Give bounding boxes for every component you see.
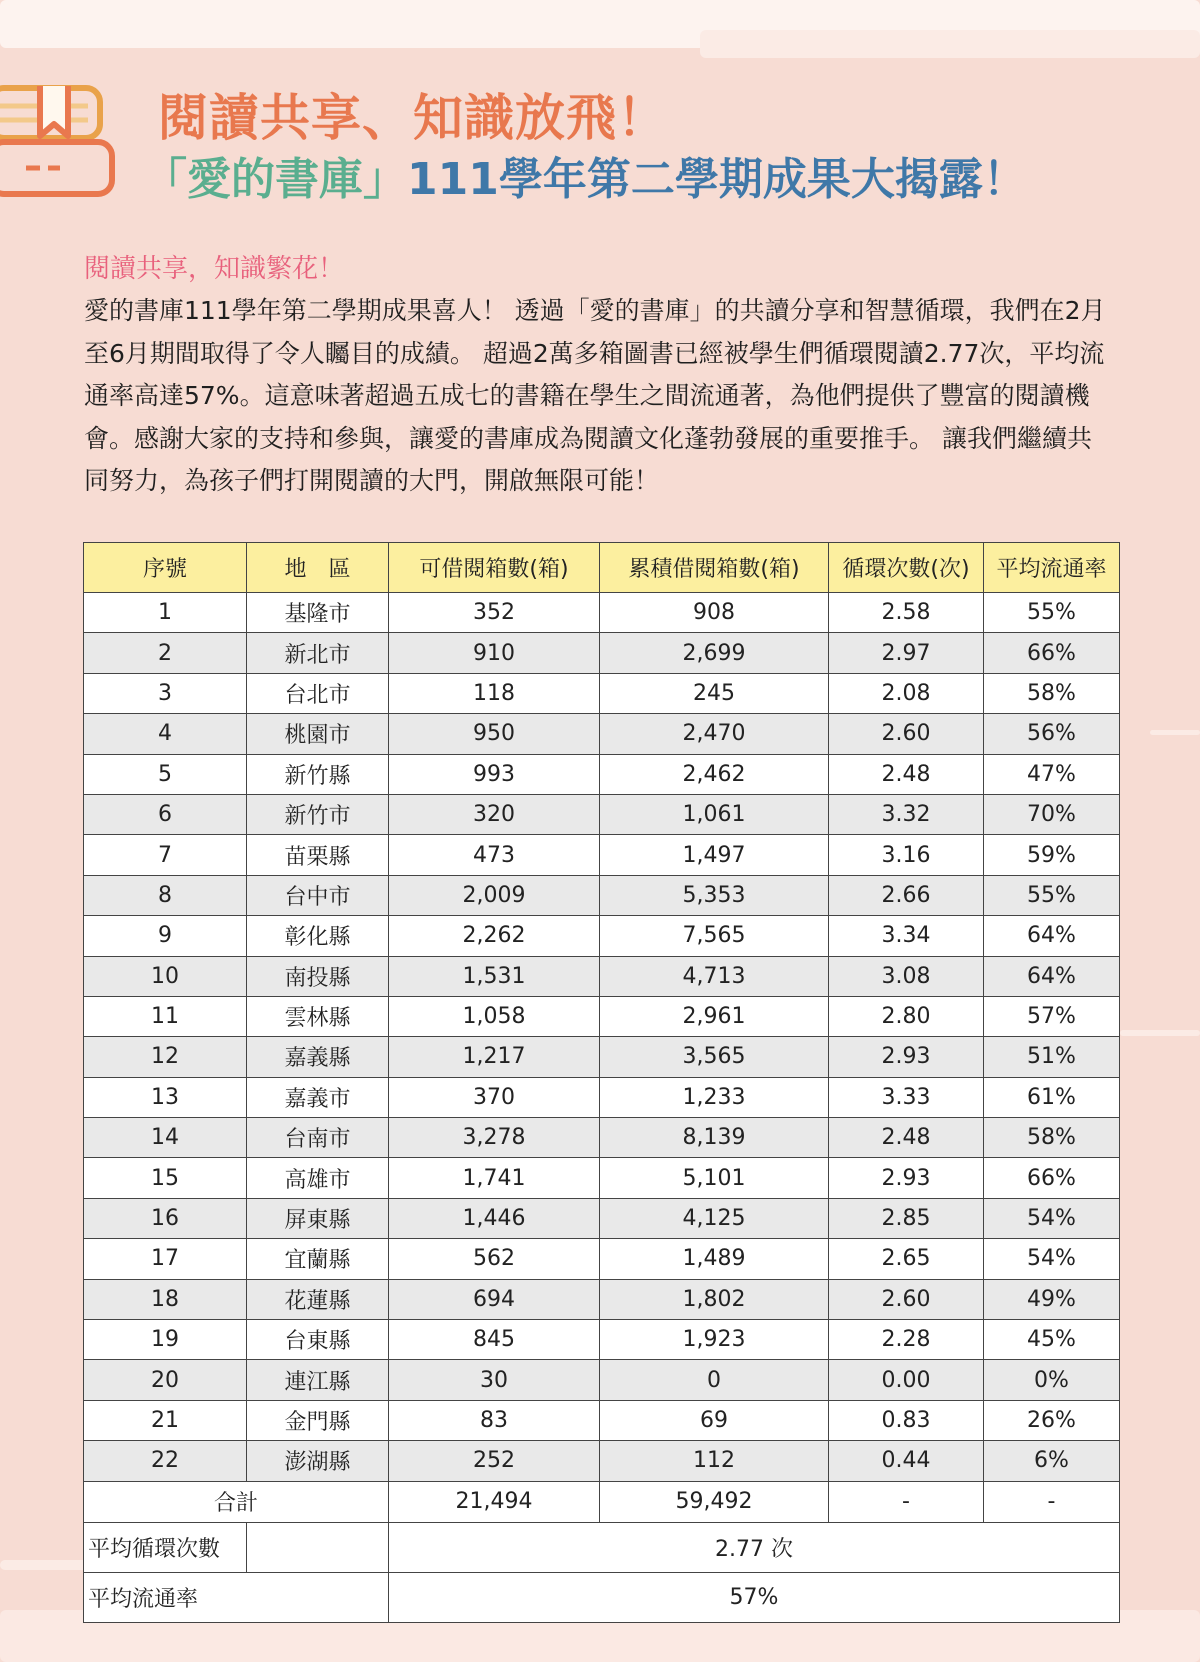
table-row — [84, 1360, 1120, 1400]
cell-seq: 11 — [84, 996, 247, 1036]
table-row — [84, 794, 1120, 834]
cell-cycles: 2.65 — [829, 1239, 984, 1279]
avg-cycles-label: 平均循環次數 — [84, 1522, 247, 1572]
cell-borrowed: 2,470 — [600, 714, 829, 754]
table-row — [84, 673, 1120, 713]
cell-rate: 6% — [984, 1441, 1120, 1481]
avg-rate-row — [84, 1572, 1120, 1622]
cell-borrowed: 1,061 — [600, 794, 829, 834]
cell-seq: 4 — [84, 714, 247, 754]
cell-available: 2,009 — [389, 875, 600, 915]
cell-cycles: 2.66 — [829, 875, 984, 915]
cell-available: 30 — [389, 1360, 600, 1400]
total-available: 21,494 — [389, 1481, 600, 1522]
cell-available: 1,446 — [389, 1198, 600, 1238]
intro-paragraph: 愛的書庫111學年第二學期成果喜人！ 透過「愛的書庫」的共讀分享和智慧循環，我們在2月至6月期間取得了令人矚目的成績。 超過2萬多箱圖書已經被學生們循環閱讀2.77次，平均流通率高達57%。這意味著超過五成七的書籍在學生之間流通著，為他們提供了豐富的閱讀機會。感謝大家的支持和參與，讓愛的書庫成為閱讀文化蓬勃發展的重要推手。 讓我們繼續共同努力，為孩子們打開閱讀的大門，開啟無限可能！ — [84, 296, 1106, 495]
cell-region: 高雄市 — [247, 1158, 389, 1198]
cell-seq: 8 — [84, 875, 247, 915]
cell-available: 1,217 — [389, 1037, 600, 1077]
cell-cycles: 2.48 — [829, 754, 984, 794]
cell-rate: 66% — [984, 1158, 1120, 1198]
background-stroke — [0, 1560, 95, 1570]
cell-cycles: 3.33 — [829, 1077, 984, 1117]
results-table — [83, 542, 1120, 1623]
table-row — [84, 593, 1120, 633]
avg-cycles-blank — [247, 1522, 389, 1572]
total-label: 合計 — [84, 1481, 389, 1522]
cell-seq: 1 — [84, 593, 247, 633]
cell-region: 新竹縣 — [247, 754, 389, 794]
header-cell: 平均流通率 — [984, 543, 1120, 593]
cell-region: 基隆市 — [247, 593, 389, 633]
cell-cycles: 2.60 — [829, 1279, 984, 1319]
table-row — [84, 1198, 1120, 1238]
table-row — [84, 1320, 1120, 1360]
table-row — [84, 1037, 1120, 1077]
cell-borrowed: 5,353 — [600, 875, 829, 915]
avg-cycles-value: 2.77 次 — [389, 1522, 1120, 1572]
cell-seq: 19 — [84, 1320, 247, 1360]
cell-region: 嘉義市 — [247, 1077, 389, 1117]
cell-region: 新北市 — [247, 633, 389, 673]
cell-seq: 20 — [84, 1360, 247, 1400]
table-row — [84, 754, 1120, 794]
cell-region: 台中市 — [247, 875, 389, 915]
table-row — [84, 633, 1120, 673]
cell-rate: 64% — [984, 916, 1120, 956]
table-row — [84, 1077, 1120, 1117]
total-cycles: - — [829, 1481, 984, 1522]
cell-rate: 47% — [984, 754, 1120, 794]
cell-cycles: 2.28 — [829, 1320, 984, 1360]
total-borrowed: 59,492 — [600, 1481, 829, 1522]
cell-seq: 3 — [84, 673, 247, 713]
cell-available: 118 — [389, 673, 600, 713]
cell-region: 花蓮縣 — [247, 1279, 389, 1319]
cell-borrowed: 4,125 — [600, 1198, 829, 1238]
cell-available: 370 — [389, 1077, 600, 1117]
total-rate: - — [984, 1481, 1120, 1522]
avg-rate-label: 平均流通率 — [84, 1572, 389, 1622]
cell-available: 993 — [389, 754, 600, 794]
cell-available: 83 — [389, 1400, 600, 1440]
table-row — [84, 956, 1120, 996]
cell-rate: 59% — [984, 835, 1120, 875]
cell-available: 910 — [389, 633, 600, 673]
table-row — [84, 1118, 1120, 1158]
cell-region: 金門縣 — [247, 1400, 389, 1440]
cell-region: 新竹市 — [247, 794, 389, 834]
cell-seq: 6 — [84, 794, 247, 834]
cell-borrowed: 245 — [600, 673, 829, 713]
cell-seq: 5 — [84, 754, 247, 794]
cell-borrowed: 1,923 — [600, 1320, 829, 1360]
table-row — [84, 1239, 1120, 1279]
table-row — [84, 1279, 1120, 1319]
cell-seq: 17 — [84, 1239, 247, 1279]
cell-available: 1,531 — [389, 956, 600, 996]
table-row — [84, 1441, 1120, 1481]
cell-borrowed: 69 — [600, 1400, 829, 1440]
cell-region: 澎湖縣 — [247, 1441, 389, 1481]
cell-seq: 21 — [84, 1400, 247, 1440]
cell-region: 台北市 — [247, 673, 389, 713]
cell-seq: 14 — [84, 1118, 247, 1158]
subtitle-quote: 「愛的書庫」 — [143, 154, 407, 205]
table-row — [84, 996, 1120, 1036]
header-cell: 可借閱箱數(箱) — [389, 543, 600, 593]
cell-seq: 22 — [84, 1441, 247, 1481]
book-icon — [0, 84, 145, 204]
cell-region: 南投縣 — [247, 956, 389, 996]
cell-borrowed: 2,961 — [600, 996, 829, 1036]
cell-rate: 58% — [984, 673, 1120, 713]
background-stroke — [1150, 730, 1200, 735]
cell-borrowed: 112 — [600, 1441, 829, 1481]
cell-borrowed: 1,497 — [600, 835, 829, 875]
table-row — [84, 875, 1120, 915]
cell-seq: 13 — [84, 1077, 247, 1117]
cell-rate: 51% — [984, 1037, 1120, 1077]
cell-borrowed: 2,699 — [600, 633, 829, 673]
cell-cycles: 3.16 — [829, 835, 984, 875]
cell-region: 嘉義縣 — [247, 1037, 389, 1077]
cell-region: 台東縣 — [247, 1320, 389, 1360]
cell-region: 連江縣 — [247, 1360, 389, 1400]
avg-cycles-row — [84, 1522, 1120, 1572]
cell-cycles: 2.85 — [829, 1198, 984, 1238]
cell-cycles: 2.97 — [829, 633, 984, 673]
page-subtitle — [143, 143, 1027, 207]
cell-rate: 57% — [984, 996, 1120, 1036]
cell-rate: 61% — [984, 1077, 1120, 1117]
cell-seq: 7 — [84, 835, 247, 875]
cell-available: 473 — [389, 835, 600, 875]
cell-cycles: 0.44 — [829, 1441, 984, 1481]
cell-available: 2,262 — [389, 916, 600, 956]
cell-rate: 58% — [984, 1118, 1120, 1158]
cell-seq: 12 — [84, 1037, 247, 1077]
table-row — [84, 714, 1120, 754]
header-cell: 循環次數(次) — [829, 543, 984, 593]
cell-region: 屏東縣 — [247, 1198, 389, 1238]
cell-seq: 15 — [84, 1158, 247, 1198]
cell-region: 宜蘭縣 — [247, 1239, 389, 1279]
background-stroke — [1120, 1030, 1200, 1036]
cell-available: 845 — [389, 1320, 600, 1360]
cell-region: 台南市 — [247, 1118, 389, 1158]
cell-borrowed: 8,139 — [600, 1118, 829, 1158]
cell-region: 苗栗縣 — [247, 835, 389, 875]
cell-rate: 64% — [984, 956, 1120, 996]
cell-seq: 10 — [84, 956, 247, 996]
header-cell: 累積借閱箱數(箱) — [600, 543, 829, 593]
cell-available: 1,741 — [389, 1158, 600, 1198]
table-row — [84, 916, 1120, 956]
cell-borrowed: 1,489 — [600, 1239, 829, 1279]
cell-borrowed: 1,233 — [600, 1077, 829, 1117]
cell-cycles: 2.93 — [829, 1158, 984, 1198]
cell-seq: 2 — [84, 633, 247, 673]
cell-region: 雲林縣 — [247, 996, 389, 1036]
cell-cycles: 2.08 — [829, 673, 984, 713]
cell-cycles: 2.60 — [829, 714, 984, 754]
cell-borrowed: 0 — [600, 1360, 829, 1400]
cell-region: 彰化縣 — [247, 916, 389, 956]
cell-borrowed: 908 — [600, 593, 829, 633]
cell-rate: 0% — [984, 1360, 1120, 1400]
cell-seq: 18 — [84, 1279, 247, 1319]
cell-borrowed: 4,713 — [600, 956, 829, 996]
cell-rate: 26% — [984, 1400, 1120, 1440]
cell-rate: 56% — [984, 714, 1120, 754]
cell-rate: 45% — [984, 1320, 1120, 1360]
header-cell: 地 區 — [247, 543, 389, 593]
cell-available: 320 — [389, 794, 600, 834]
cell-rate: 49% — [984, 1279, 1120, 1319]
cell-seq: 16 — [84, 1198, 247, 1238]
cell-borrowed: 1,802 — [600, 1279, 829, 1319]
cell-cycles: 0.00 — [829, 1360, 984, 1400]
cell-rate: 54% — [984, 1239, 1120, 1279]
intro-heading: 閱讀共享，知識繁花！ — [84, 254, 345, 284]
cell-cycles: 0.83 — [829, 1400, 984, 1440]
cell-rate: 66% — [984, 633, 1120, 673]
cell-cycles: 2.58 — [829, 593, 984, 633]
table-row — [84, 1400, 1120, 1440]
avg-rate-value: 57% — [389, 1572, 1120, 1622]
background-stroke — [700, 30, 1200, 58]
table-header-row — [84, 543, 1120, 593]
cell-available: 252 — [389, 1441, 600, 1481]
cell-cycles: 2.93 — [829, 1037, 984, 1077]
cell-rate: 70% — [984, 794, 1120, 834]
cell-borrowed: 5,101 — [600, 1158, 829, 1198]
cell-borrowed: 3,565 — [600, 1037, 829, 1077]
subtitle-rest: 111學年第二學期成果大揭露！ — [407, 154, 1027, 205]
cell-cycles: 2.48 — [829, 1118, 984, 1158]
cell-rate: 55% — [984, 593, 1120, 633]
page-title: 閱讀共享、知識放飛！ — [158, 89, 668, 147]
table-row — [84, 835, 1120, 875]
cell-cycles: 3.34 — [829, 916, 984, 956]
cell-available: 3,278 — [389, 1118, 600, 1158]
cell-rate: 55% — [984, 875, 1120, 915]
cell-available: 352 — [389, 593, 600, 633]
cell-cycles: 3.32 — [829, 794, 984, 834]
cell-cycles: 2.80 — [829, 996, 984, 1036]
cell-borrowed: 2,462 — [600, 754, 829, 794]
cell-available: 562 — [389, 1239, 600, 1279]
header-cell: 序號 — [84, 543, 247, 593]
cell-borrowed: 7,565 — [600, 916, 829, 956]
cell-rate: 54% — [984, 1198, 1120, 1238]
total-row — [84, 1481, 1120, 1522]
cell-available: 694 — [389, 1279, 600, 1319]
cell-seq: 9 — [84, 916, 247, 956]
cell-region: 桃園市 — [247, 714, 389, 754]
table-row — [84, 1158, 1120, 1198]
cell-available: 950 — [389, 714, 600, 754]
cell-cycles: 3.08 — [829, 956, 984, 996]
cell-available: 1,058 — [389, 996, 600, 1036]
